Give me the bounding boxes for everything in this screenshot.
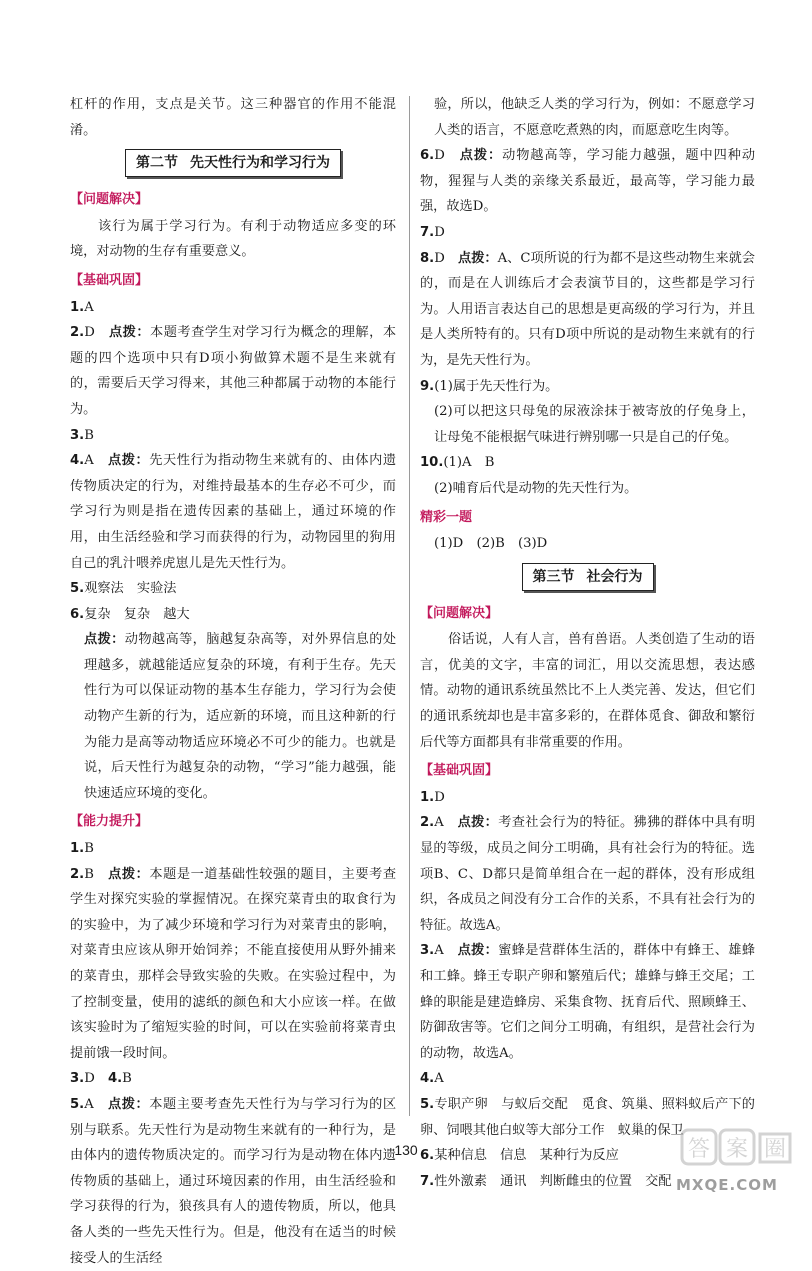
answer-item: 2.D 点拨：本题考查学生对学习行为概念的理解，本题的四个选项中只有D项小狗做算术题不是生来就有的，需要后天学习得来，其他三种都属于动物的本能行为。 xyxy=(70,325,397,417)
watermark-text: MXQE.COM xyxy=(676,1176,778,1194)
highlight-answers: (1)D (2)B (3)D xyxy=(434,536,548,552)
right-column xyxy=(420,92,755,1194)
answer-item: 4.A 点拨：先天性行为指动物生来就有的、由体内遗传物质决定的行为，对维持最基本的生存必不可少，而学习行为则是指在遗传因素的基础上，通过环境的作用，由生活经验和学习而获得的行为，动物园里的狗用自己的乳汁喂养虎崽儿是先天性行为。 xyxy=(70,453,397,571)
answer-item: 5.观察法 实验法 xyxy=(70,581,177,597)
answer-item: 7.D xyxy=(420,224,445,240)
section-heading-2 xyxy=(70,149,396,177)
intro-text: 杠杆的作用，支点是关节。这三种器官的作用不能混淆。 xyxy=(70,97,396,138)
section-title: 社会行为 xyxy=(586,568,643,585)
svg-text:圈: 圈 xyxy=(764,1137,787,1162)
answer-explanation: (2)可以把这只母兔的尿液涂抹于被寄放的仔兔身上，让母兔不能根据气味进行辨别哪一只是自己的仔兔。 xyxy=(434,404,755,445)
column-divider xyxy=(409,96,410,1116)
answer-explanation: 点拨：动物越高等，脑越复杂高等，对外界信息的处理越多，就越能适应复杂的环境，有利于生存。先天性行为可以保证动物的基本生存能力，学习行为会使动物产生新的行为，适应新的环境，而且这种新的行为能力是高等动物适应环境必不可少的能力。也就是说，后天性行为越复杂的动物，“学习”能力越强，能快速适应环境的变化。 xyxy=(84,632,397,801)
answer-item: 7.性外激素 通讯 判断雌虫的位置 交配 xyxy=(420,1173,672,1189)
section-number: 第二节 xyxy=(136,155,178,172)
answer-explanation: (2)哺育后代是动物的先天性行为。 xyxy=(434,480,638,496)
answer-item: 5.专职产卵 与蚁后交配 觅食、筑巢、照料蚁后产下的卵、饲喂其他白蚁等大部分工作 蚁巢的保卫 xyxy=(420,1096,755,1138)
answer-item: 1.D xyxy=(420,789,445,805)
answer-item: 8.D 点拨：A、C项所说的行为都不是这些动物生来就会的，而是在人训练后才会表演节目的，这些都是学习行为。人用语言表达自己的思想是更高级的学习行为，并且是人类所特有的。只有D项中所说的是动物生来就有的行为，是先天性行为。 xyxy=(420,250,755,368)
tag-basic-consolidation: 【基础巩固】 xyxy=(420,763,499,779)
continued-text: 验，所以，他缺乏人类的学习行为，例如：不愿意学习人类的语言，不愿意吃煮熟的肉，而愿意吃生肉等。 xyxy=(434,97,755,138)
svg-text:案: 案 xyxy=(726,1137,749,1162)
tag-problem-solving: 【问题解决】 xyxy=(420,605,499,621)
page-number: 130 xyxy=(394,1142,418,1158)
answer-item: 9.(1)属于先天性行为。 xyxy=(420,378,559,394)
left-column xyxy=(70,92,396,1271)
answer-item: 3.D 4.B xyxy=(70,1071,132,1087)
tag-problem-solving: 【问题解决】 xyxy=(70,192,149,208)
answer-item: 4.A xyxy=(420,1071,444,1087)
problem-solving-text: 该行为属于学习行为。有利于动物适应多变的环境，对动物的生存有重要意义。 xyxy=(70,218,396,260)
answer-item: 5.A 点拨：本题主要考查先天性行为与学习行为的区别与联系。先天性行为是动物生来就有的一种行为，是由体内的遗传物质决定的。而学习行为是动物在体内遗传物质的基础上，通过环境因素的作用，由生活经验和学习获得的行为，狼孩具有人的遗传物质，所以，他具备人类的一些先天性行为。但是，他没有在适当的时候接受人的生活经 xyxy=(70,1096,397,1266)
answer-item: 6.复杂 复杂 越大 xyxy=(70,606,190,622)
answer-item: 1.B xyxy=(70,841,94,857)
tag-highlight-question: 精彩一题 xyxy=(420,509,473,525)
tag-basic-consolidation: 【基础巩固】 xyxy=(70,272,149,288)
answer-item: 10.(1)A B xyxy=(420,455,495,471)
svg-text:答: 答 xyxy=(688,1137,711,1162)
answer-item: 3.B xyxy=(70,427,94,443)
answer-item: 2.B 点拨：本题是一道基础性较强的题目，主要考查学生对探究实验的掌握情况。在探究菜青虫的取食行为的实验中，为了减少环境和学习行为对菜青虫的影响，对菜青虫应该从卵开始饲养；不能直接使用从野外捕来的菜青虫，那样会导致实验的失败。在实验过程中，为了控制变量，使用的滤纸的颜色和大小应该一样。在做该实验时为了缩短实验的时间，可以在实验前将菜青虫提前饿一段时间。 xyxy=(70,866,397,1061)
tag-ability-improvement: 【能力提升】 xyxy=(70,814,149,830)
section-heading-3 xyxy=(420,563,755,591)
section-title: 先天性行为和学习行为 xyxy=(190,155,330,172)
answer-item: 2.A 点拨：考查社会行为的特征。狒狒的群体中具有明显的等级，成员之间分工明确，具有社会行为的特征。选项B、C、D都只是简单组合在一起的群体，没有形成组织，各成员之间没有分工合作的关系，不具有社会行为的特征。故选A。 xyxy=(420,815,756,933)
answer-item: 6.D 点拨：动物越高等，学习能力越强，题中四种动物，猩猩与人类的亲缘关系最近，最高等，学习能力最强，故选D。 xyxy=(420,148,756,215)
problem-solving-text: 俗话说，人有人言，兽有兽语。人类创造了生动的语言，优美的文字，丰富的词汇，用以交流思想，表达感情。动物的通讯系统虽然比不上人类完善、发达，但它们的通讯系统却也是丰富多彩的，在群体觅食、御敌和繁衍后代等方面都具有非常重要的作用。 xyxy=(420,632,755,750)
answer-item: 1.A xyxy=(70,299,94,315)
answer-item: 6.某种信息 信息 某种行为反应 xyxy=(420,1148,619,1164)
section-number: 第三节 xyxy=(532,568,575,585)
answer-item: 3.A 点拨：蜜蜂是营群体生活的，群体中有蜂王、雄蜂和工蜂。蜂王专职产卵和繁殖后代；雄蜂与蜂王交尾；工蜂的职能是建造蜂房、采集食物、抚育后代、照顾蜂王、防御敌害等。它们之间分工明确，有组织，是营社会行为的动物，故选A。 xyxy=(420,943,756,1061)
